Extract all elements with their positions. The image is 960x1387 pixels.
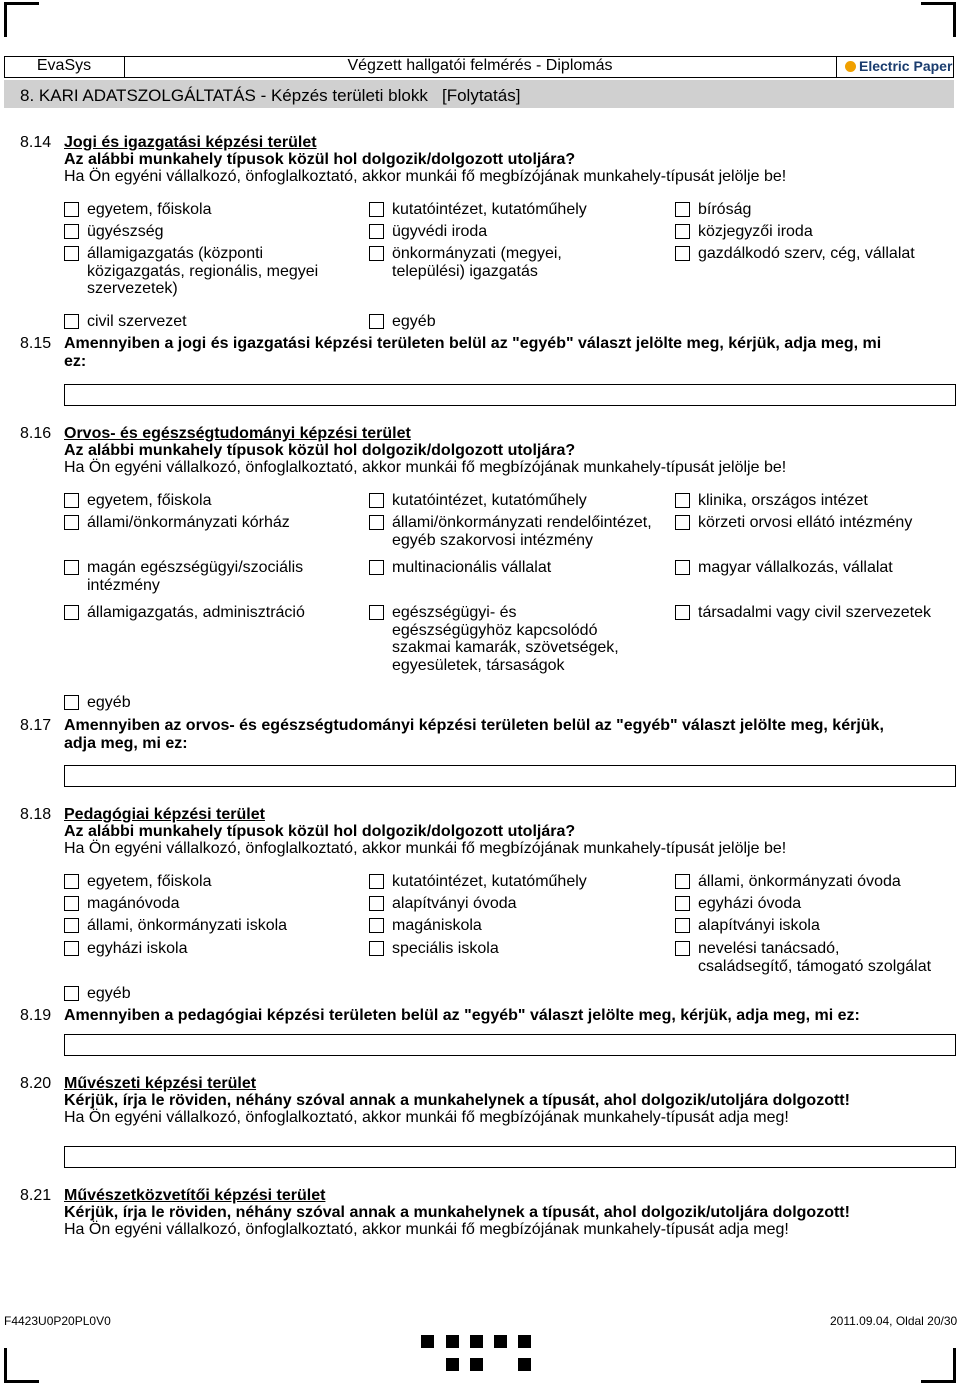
question-title-text: Művészeti képzési terület <box>64 1075 257 1092</box>
checkbox[interactable] <box>64 493 79 508</box>
checkbox[interactable] <box>64 986 79 1001</box>
question-title-text: Pedagógiai képzési terület <box>64 806 265 823</box>
question-number: 8.19 <box>20 1007 52 1024</box>
question-text: Amennyiben a jogi és igazgatási képzési területen belül az "egyéb" választ jelölte meg, kérjük, adja meg, mi ez: <box>64 335 882 370</box>
corner-mark-top-left <box>4 2 39 37</box>
checkbox[interactable] <box>64 874 79 889</box>
logo-text: Electric Paper <box>859 58 953 74</box>
scan-marker <box>518 1335 531 1348</box>
option-label: ügyészség <box>87 223 164 240</box>
date-page-number: 2011.09.04, Oldal 20/30 <box>830 1314 958 1328</box>
checkbox[interactable] <box>675 515 690 530</box>
checkbox[interactable] <box>675 246 690 261</box>
question-number: 8.15 <box>20 335 52 352</box>
corner-mark-bottom-right <box>921 1348 956 1383</box>
question-title <box>64 1075 256 1093</box>
logo-icon <box>845 61 856 72</box>
checkbox[interactable] <box>369 896 384 911</box>
option-label: állami, önkormányzati iskola <box>87 917 288 934</box>
question-number: 8.17 <box>20 717 52 734</box>
option-label: állami/önkormányzati rendelőintézet, egyéb szakorvosi intézmény <box>392 514 652 549</box>
question-number: 8.21 <box>20 1187 52 1204</box>
other-text-input[interactable] <box>64 1034 956 1056</box>
checkbox[interactable] <box>64 246 79 261</box>
question-text: Amennyiben az orvos- és egészségtudományi képzési területen belül az "egyéb" választ jelölte meg, kérjük, adja meg, mi ez: <box>64 717 884 752</box>
question-text: Kérjük, írja le röviden, néhány szóval annak a munkahelynek a típusát, ahol dolgozik/utoljára dolgozott! <box>64 1204 850 1221</box>
scan-marker <box>421 1335 434 1348</box>
option-label: közjegyzői iroda <box>698 223 813 240</box>
option-label: egyetem, főiskola <box>87 873 212 890</box>
question-title-text: Orvos- és egészségtudományi képzési terület <box>64 425 411 442</box>
option-label: egyházi óvoda <box>698 895 802 912</box>
section-title: 8. KARI ADATSZOLGÁLTATÁS - Képzés területi blokk [Folytatás] <box>20 86 521 105</box>
question-number: 8.18 <box>20 806 52 823</box>
option-label: magán egészségügyi/szociális intézmény <box>87 559 304 594</box>
question-hint: Ha Ön egyéni vállalkozó, önfoglalkoztató, akkor munkái fő megbízójának munkahely-típusát adja meg! <box>64 1221 789 1238</box>
checkbox[interactable] <box>675 918 690 933</box>
workplace-text-input[interactable] <box>64 1146 956 1168</box>
checkbox[interactable] <box>64 560 79 575</box>
option-label: kutatóintézet, kutatóműhely <box>392 873 587 890</box>
option-label: állami, önkormányzati óvoda <box>698 873 901 890</box>
option-label: kutatóintézet, kutatóműhely <box>392 201 587 218</box>
option-label: alapítványi iskola <box>698 917 820 934</box>
option-label: társadalmi vagy civil szervezetek <box>698 604 931 621</box>
checkbox[interactable] <box>675 224 690 239</box>
checkbox[interactable] <box>369 224 384 239</box>
option-label: egyetem, főiskola <box>87 201 212 218</box>
scan-marker <box>470 1358 483 1371</box>
option-label: multinacionális vállalat <box>392 559 552 576</box>
checkbox[interactable] <box>369 246 384 261</box>
checkbox[interactable] <box>64 202 79 217</box>
corner-mark-top-right <box>921 2 956 37</box>
other-text-input[interactable] <box>64 384 956 406</box>
question-hint: Ha Ön egyéni vállalkozó, önfoglalkoztató, akkor munkái fő megbízójának munkahely-típusát jelölje be! <box>64 459 787 476</box>
question-number: 8.16 <box>20 425 52 442</box>
question-hint: Ha Ön egyéni vállalkozó, önfoglalkoztató, akkor munkái fő megbízójának munkahely-típusát jelölje be! <box>64 168 787 185</box>
option-label: civil szervezet <box>87 313 187 330</box>
checkbox[interactable] <box>369 493 384 508</box>
checkbox[interactable] <box>64 224 79 239</box>
form-code: F4423U0P20PL0V0 <box>4 1314 111 1328</box>
question-title <box>64 806 265 824</box>
question-text: Az alábbi munkahely típusok közül hol dolgozik/dolgozott utoljára? <box>64 823 576 840</box>
scan-marker <box>446 1335 459 1348</box>
option-label: gazdálkodó szerv, cég, vállalat <box>698 245 915 262</box>
checkbox[interactable] <box>64 918 79 933</box>
question-number: 8.20 <box>20 1075 52 1092</box>
question-title <box>64 425 411 443</box>
checkbox[interactable] <box>369 918 384 933</box>
checkbox[interactable] <box>64 941 79 956</box>
checkbox[interactable] <box>369 605 384 620</box>
checkbox[interactable] <box>369 515 384 530</box>
checkbox[interactable] <box>675 493 690 508</box>
option-label: önkormányzati (megyei, települési) igazgatás <box>392 245 562 280</box>
question-title-text: Jogi és igazgatási képzési terület <box>64 134 317 151</box>
scan-marker <box>470 1335 483 1348</box>
option-label: magyar vállalkozás, vállalat <box>698 559 893 576</box>
checkbox[interactable] <box>369 314 384 329</box>
scan-marker <box>446 1358 459 1371</box>
checkbox[interactable] <box>675 605 690 620</box>
corner-mark-bottom-left <box>4 1348 39 1383</box>
checkbox[interactable] <box>369 202 384 217</box>
question-hint: Ha Ön egyéni vállalkozó, önfoglalkoztató, akkor munkái fő megbízójának munkahely-típusát adja meg! <box>64 1109 789 1126</box>
option-label: egyéb <box>87 985 131 1002</box>
electric-paper-logo <box>845 58 952 74</box>
checkbox[interactable] <box>64 605 79 620</box>
option-label: egyházi iskola <box>87 940 188 957</box>
scan-marker <box>494 1335 507 1348</box>
option-label: nevelési tanácsadó, családsegítő, támogató szolgálat <box>698 940 932 975</box>
checkbox[interactable] <box>64 695 79 710</box>
option-label: magániskola <box>392 917 482 934</box>
question-text: Kérjük, írja le röviden, néhány szóval annak a munkahelynek a típusát, ahol dolgozik/utoljára dolgozott! <box>64 1092 850 1109</box>
checkbox[interactable] <box>675 874 690 889</box>
checkbox[interactable] <box>64 515 79 530</box>
scan-marker <box>518 1358 531 1371</box>
option-label: alapítványi óvoda <box>392 895 517 912</box>
checkbox[interactable] <box>64 314 79 329</box>
question-hint: Ha Ön egyéni vállalkozó, önfoglalkoztató, akkor munkái fő megbízójának munkahely-típusát jelölje be! <box>64 840 787 857</box>
option-label: magánóvoda <box>87 895 180 912</box>
header-divider <box>836 56 837 78</box>
option-label: kutatóintézet, kutatóműhely <box>392 492 587 509</box>
option-label: egyetem, főiskola <box>87 492 212 509</box>
question-text: Amennyiben a pedagógiai képzési területen belül az "egyéb" választ jelölte meg, kérjük, adja meg, mi ez: <box>64 1007 860 1024</box>
option-label: egyéb <box>392 313 436 330</box>
other-text-input[interactable] <box>64 765 956 787</box>
checkbox[interactable] <box>675 896 690 911</box>
question-text: Az alábbi munkahely típusok közül hol dolgozik/dolgozott utoljára? <box>64 151 576 168</box>
checkbox[interactable] <box>369 874 384 889</box>
option-label: állami/önkormányzati kórház <box>87 514 290 531</box>
question-title <box>64 1187 325 1205</box>
checkbox[interactable] <box>675 941 690 956</box>
option-label: speciális iskola <box>392 940 499 957</box>
header-app-name: EvaSys <box>36 57 92 74</box>
option-label: körzeti orvosi ellátó intézmény <box>698 514 913 531</box>
checkbox[interactable] <box>369 560 384 575</box>
checkbox[interactable] <box>369 941 384 956</box>
checkbox[interactable] <box>64 896 79 911</box>
checkbox[interactable] <box>675 202 690 217</box>
question-title <box>64 134 317 152</box>
option-label: államigazgatás, adminisztráció <box>87 604 305 621</box>
option-label: bíróság <box>698 201 752 218</box>
question-text: Az alábbi munkahely típusok közül hol dolgozik/dolgozott utoljára? <box>64 442 576 459</box>
option-label: ügyvédi iroda <box>392 223 488 240</box>
checkbox[interactable] <box>675 560 690 575</box>
question-number: 8.14 <box>20 134 52 151</box>
option-label: államigazgatás (központi közigazgatás, regionális, megyei szervezetek) <box>87 245 319 297</box>
header-survey-title: Végzett hallgatói felmérés - Diplomás <box>347 57 613 74</box>
question-title-text: Művészetközvetítői képzési terület <box>64 1187 326 1204</box>
option-label: egyéb <box>87 694 131 711</box>
option-label: egészségügyi- és egészségügyhöz kapcsolódó szakmai kamarák, szövetségek, egyesületek, társaságok <box>392 604 619 674</box>
option-label: klinika, országos intézet <box>698 492 868 509</box>
